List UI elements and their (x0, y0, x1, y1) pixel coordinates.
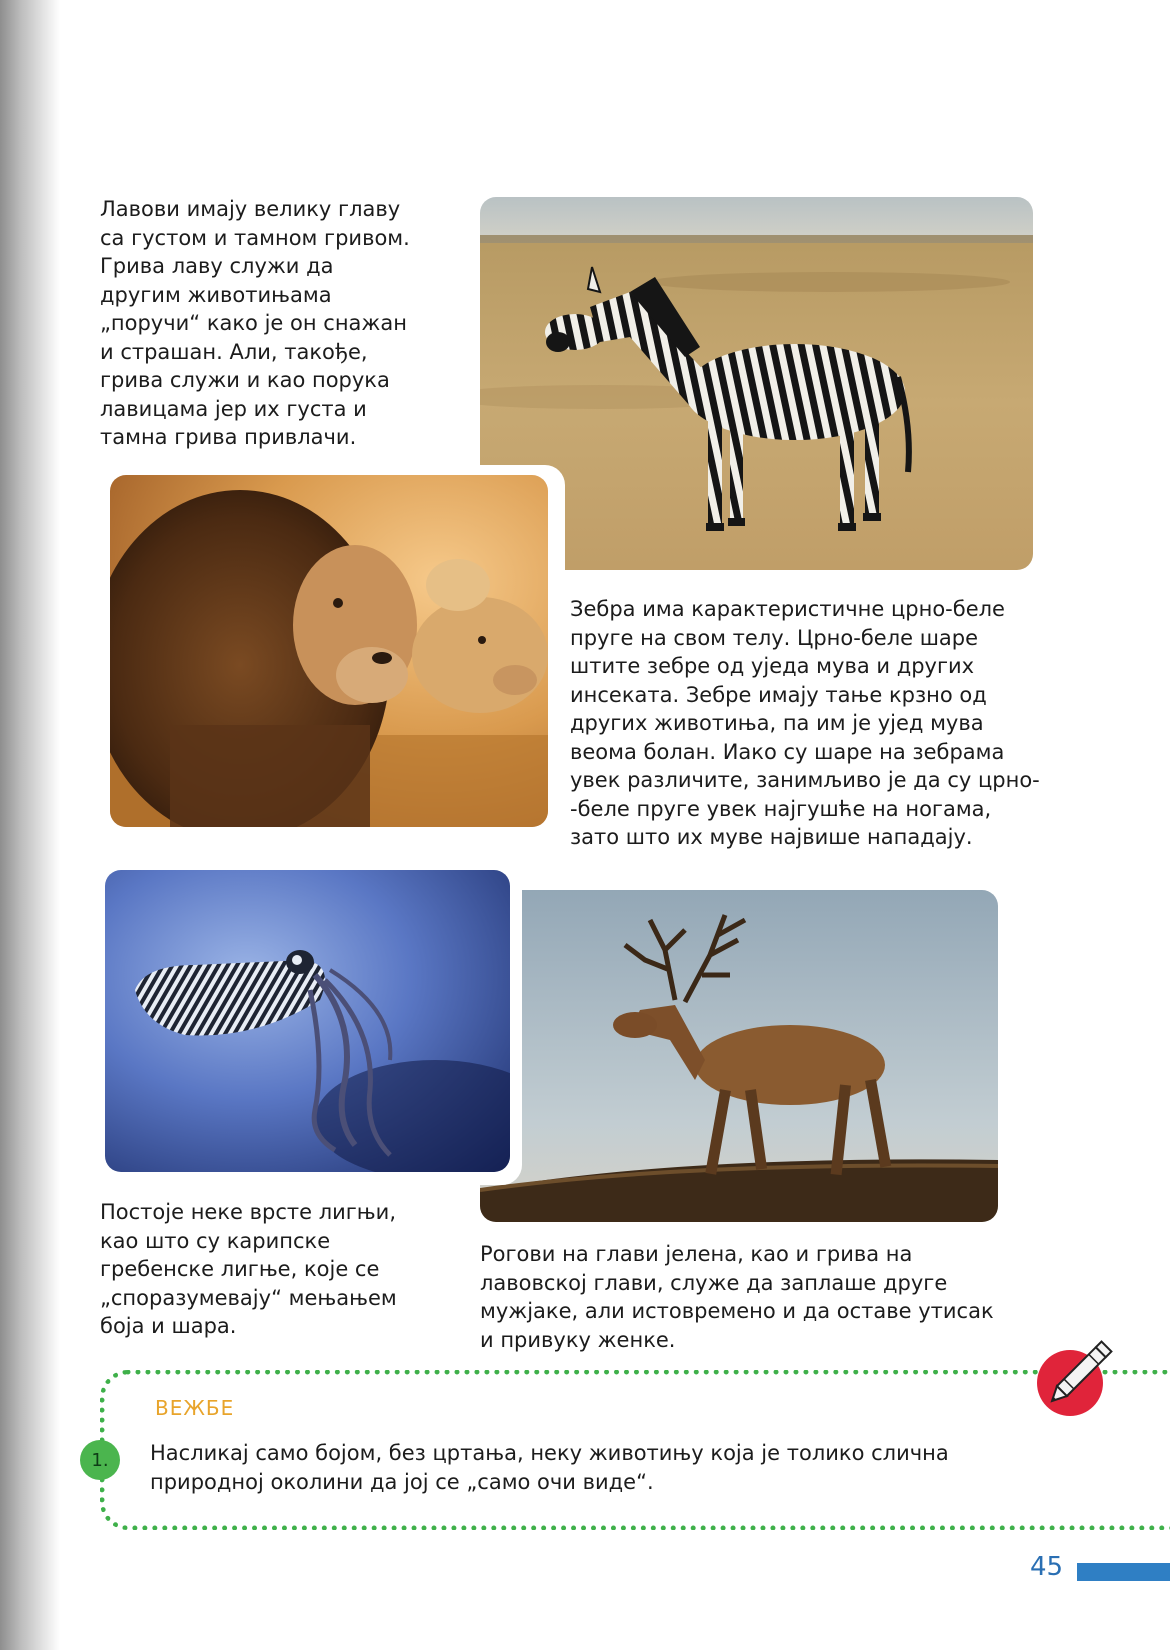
book-spine-shadow (0, 0, 60, 1650)
deer-paragraph: Рогови на глави јелена, као и грива на лавовској глави, служе да заплаше друге мужјаке, али истовремено и да оставе утисак и привуку женке. (480, 1242, 994, 1352)
lion-paragraph: Лавови имају велику главу са густом и тамном гривом. Грива лаву служи да другим животињама „поручи“ како је он снажан и страшан. Али, такође, грива служи и као порука лавицама јер их густа и тамна грива привлачи. (100, 197, 410, 449)
squid-paragraph: Постоје неке врсте лигњи, као што су карипске гребенске лигње, које се „споразумевају“ мењањем боја и шара. (100, 1200, 397, 1338)
exercise-number-badge: 1. (80, 1440, 120, 1480)
pencil-icon (1036, 1327, 1126, 1417)
exercise-text: Насликај само бојом, без цртања, неку животињу која је толико слична природној околини да јој се „само очи виде“. (150, 1441, 949, 1494)
lion-photo (110, 475, 548, 827)
zebra-paragraph: Зебра има карактеристичне црно-беле пруге на свом телу. Црно-беле шаре штите зебре од уједа мува и других инсеката. Зебре имају тање крзно од других животиња, па им је ујед мува веома болан. Иако су шаре на зебрама увек различите, занимљиво је да су црно- -беле пруге увек најгушће на ногама, зато што их муве највише нападају. (570, 597, 1040, 849)
squid-photo (105, 870, 510, 1172)
page-number: 45 (1030, 1552, 1064, 1582)
exercises-title: ВЕЖБЕ (155, 1396, 235, 1420)
page-number-bar (1077, 1563, 1170, 1581)
deer-photo (480, 890, 998, 1222)
